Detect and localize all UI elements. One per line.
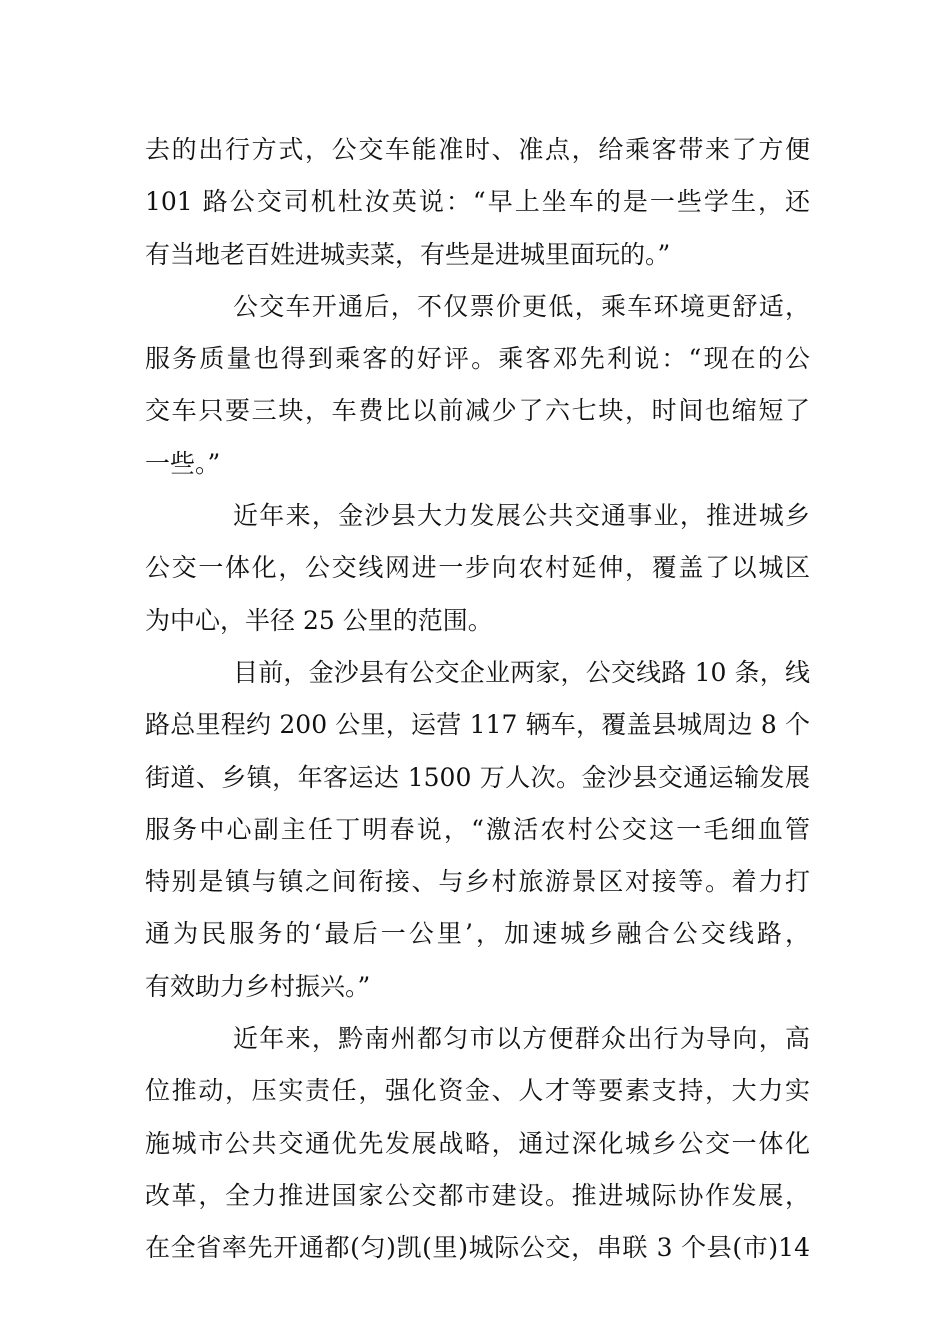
text-line: 一些。” (145, 448, 221, 478)
paragraph-first-line: 近年来，金沙县大力发展公共交通事业，推进城乡 (233, 501, 810, 531)
text-line: 为中心，半径 25 公里的范围。 (145, 605, 493, 635)
text-line: 改革，全力推进国家公交都市建设。推进城际协作发展， (145, 1180, 810, 1210)
text-line: 位推动，压实责任，强化资金、人才等要素支持，大力实 (145, 1076, 810, 1106)
text-line: 施城市公共交通优先发展战略，通过深化城乡公交一体化 (145, 1128, 810, 1158)
text-line: 通为民服务的‘最后一公里’，加速城乡融合公交线路， (145, 919, 810, 949)
paragraph-first-line: 目前，金沙县有公交企业两家，公交线路 10 条，线 (233, 657, 810, 687)
text-line: 特别是镇与镇之间衔接、与乡村旅游景区对接等。着力打 (145, 867, 810, 897)
text-line: 服务质量也得到乘客的好评。乘客邓先利说：“现在的公 (145, 344, 810, 374)
text-line: 有当地老百姓进城卖菜，有些是进城里面玩的。” (145, 239, 671, 269)
text-line: 去的出行方式，公交车能准时、准点，给乘客带来了方便 (145, 135, 810, 164)
text-line: 公交一体化，公交线网进一步向农村延伸，覆盖了以城区 (145, 553, 810, 583)
body-text (145, 124, 810, 1275)
text-line: 在全省率先开通都(匀)凯(里)城际公交，串联 3 个县(市)14 (145, 1233, 810, 1263)
text-line: 101 路公交司机杜汝英说：“早上坐车的是一些学生，还 (145, 187, 810, 217)
text-line: 路总里程约 200 公里，运营 117 辆车，覆盖县城周边 8 个 (145, 710, 810, 740)
text-line: 街道、乡镇，年客运达 1500 万人次。金沙县交通运输发展 (145, 762, 810, 792)
text-line: 服务中心副主任丁明春说，“激活农村公交这一毛细血管 (145, 814, 810, 844)
paragraph-first-line: 公交车开通后，不仅票价更低，乘车环境更舒适， (233, 291, 810, 321)
paragraph-first-line: 近年来，黔南州都匀市以方便群众出行为导向，高 (233, 1024, 810, 1054)
text-line: 有效助力乡村振兴。” (145, 971, 371, 1001)
text-line: 交车只要三块，车费比以前减少了六七块，时间也缩短了 (145, 396, 810, 426)
